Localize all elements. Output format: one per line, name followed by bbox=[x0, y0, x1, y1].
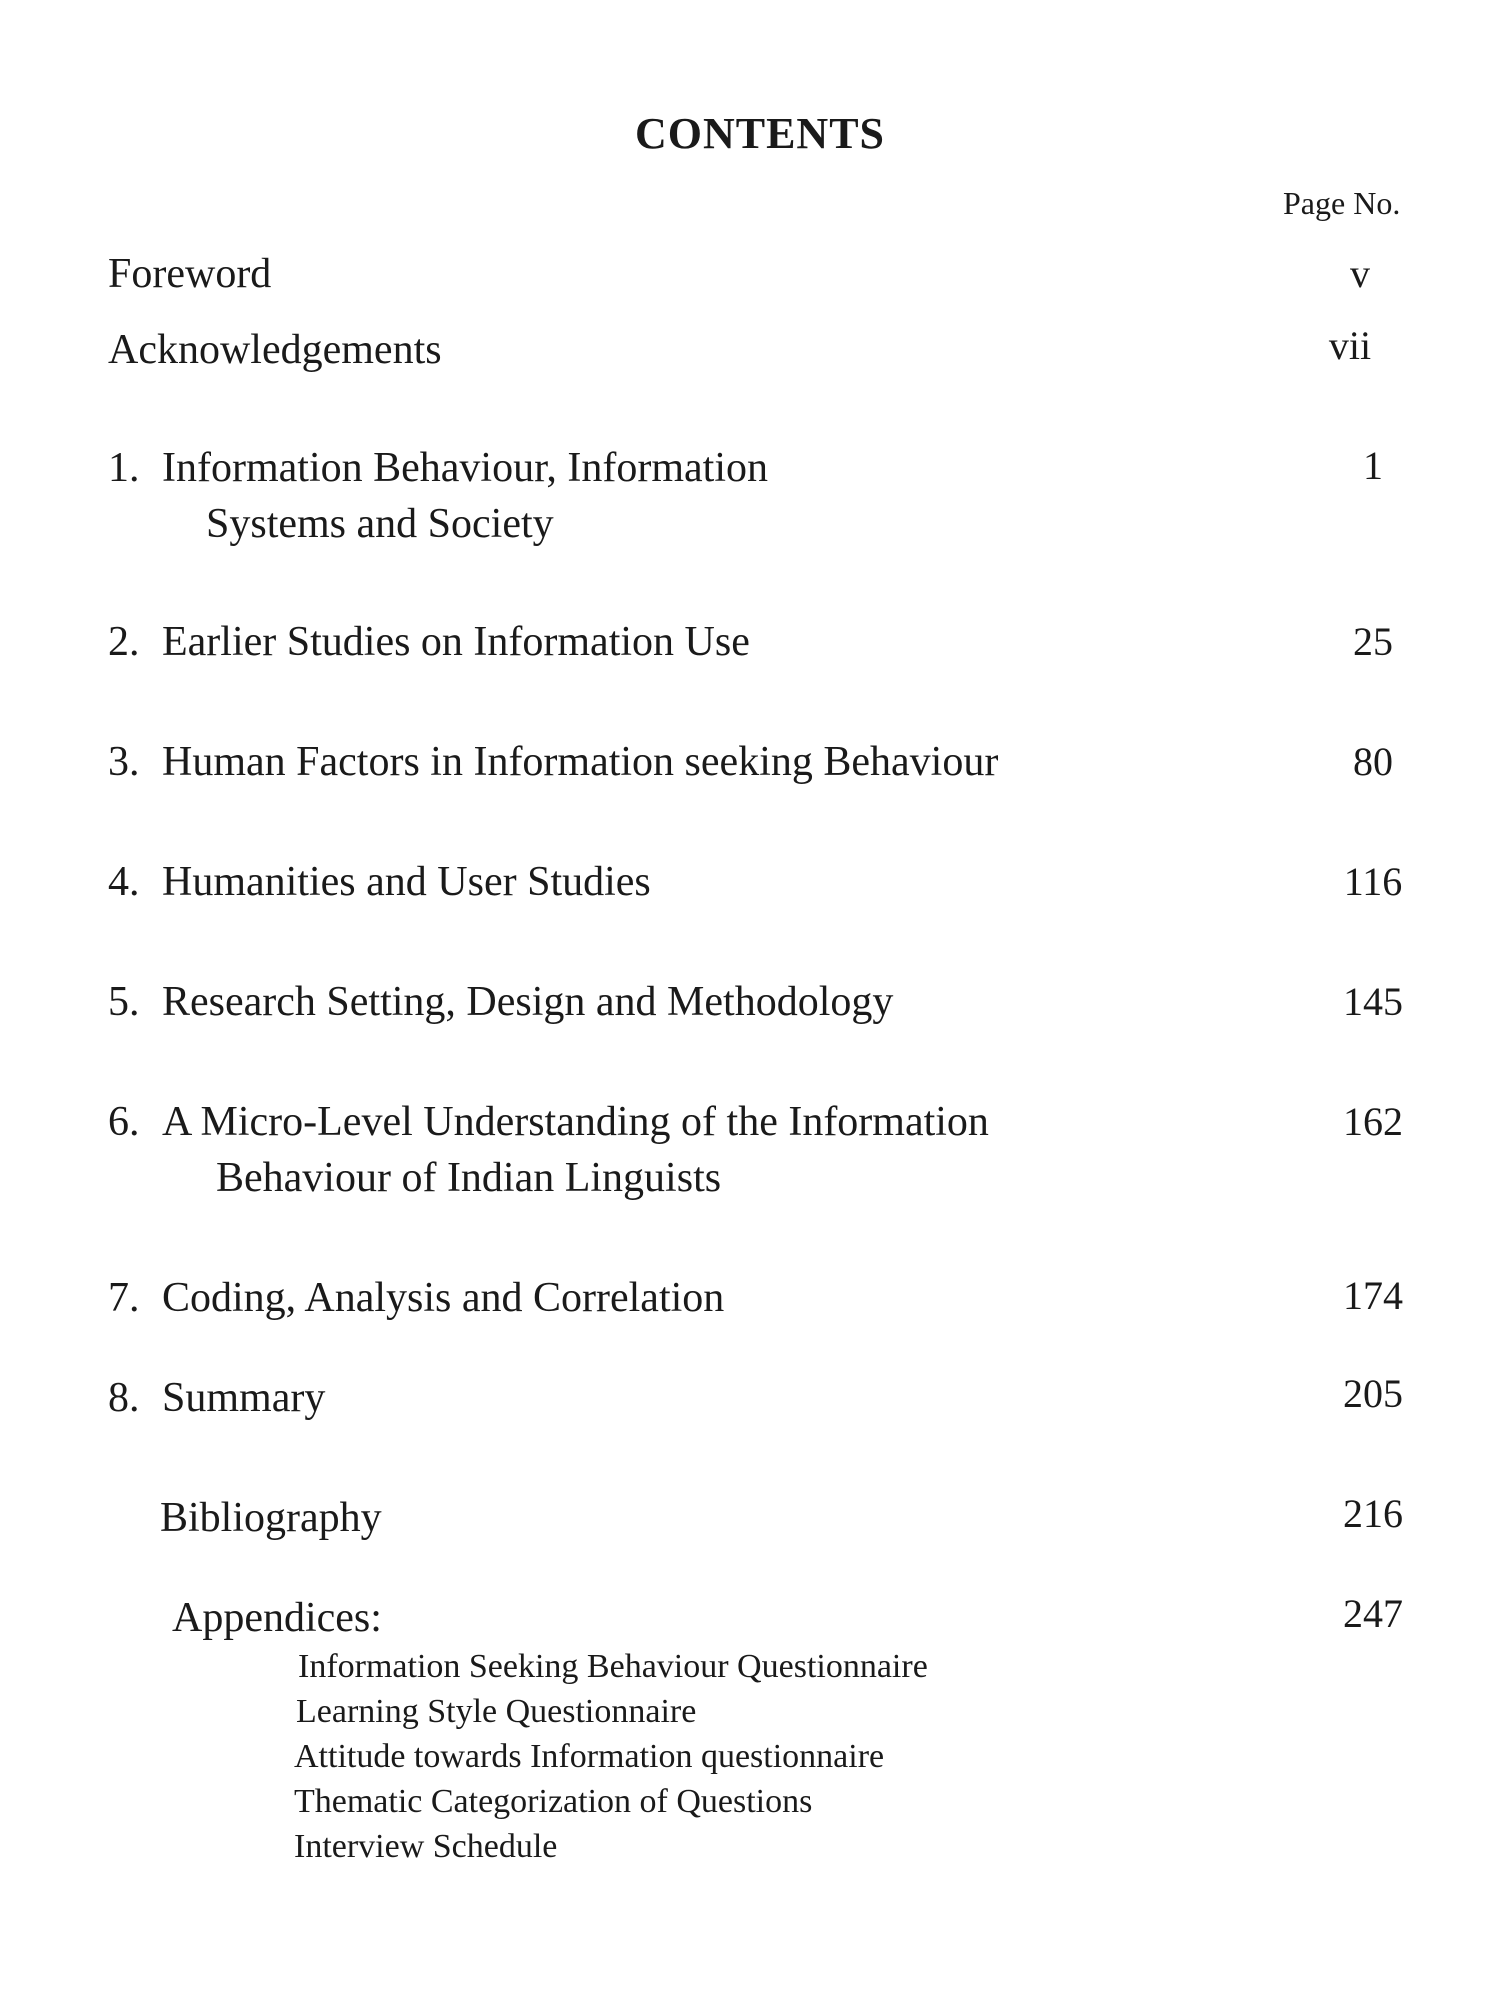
appendix-item: Attitude towards Information questionnaire bbox=[294, 1738, 885, 1775]
chapter-title-cont: Behaviour of Indian Linguists bbox=[216, 1155, 722, 1201]
chapter-page: 162 bbox=[1343, 1099, 1403, 1144]
chapter-page: 1 bbox=[1363, 443, 1383, 488]
toc-page-appendices: 247 bbox=[1343, 1591, 1403, 1636]
chapter-number: 1. bbox=[108, 445, 140, 491]
chapter-page: 174 bbox=[1343, 1273, 1403, 1318]
chapter-page: 116 bbox=[1343, 859, 1403, 904]
toc-entry-bibliography: Bibliography bbox=[160, 1495, 382, 1541]
toc-entry-acknowledgements: Acknowledgements bbox=[108, 327, 442, 373]
appendix-item: Interview Schedule bbox=[294, 1828, 558, 1865]
appendix-item: Learning Style Questionnaire bbox=[296, 1693, 697, 1730]
chapter-number: 5. bbox=[108, 979, 140, 1025]
chapter-page: 25 bbox=[1353, 619, 1393, 664]
chapter-title: Summary bbox=[162, 1375, 326, 1421]
chapter-title: Information Behaviour, Information bbox=[162, 445, 768, 491]
chapter-number: 6. bbox=[108, 1099, 140, 1145]
chapter-title: Earlier Studies on Information Use bbox=[162, 619, 750, 665]
chapter-title: A Micro-Level Understanding of the Information bbox=[162, 1099, 989, 1145]
chapter-title: Humanities and User Studies bbox=[162, 859, 651, 905]
chapter-number: 3. bbox=[108, 739, 140, 785]
toc-page-foreword: v bbox=[1350, 251, 1370, 296]
toc-page-bibliography: 216 bbox=[1343, 1491, 1403, 1536]
page-no-header: Page No. bbox=[1283, 185, 1401, 221]
chapter-title: Research Setting, Design and Methodology bbox=[162, 979, 894, 1025]
toc-page-acknowledgements: vii bbox=[1328, 323, 1372, 368]
chapter-title: Coding, Analysis and Correlation bbox=[162, 1275, 725, 1321]
chapter-page: 205 bbox=[1343, 1371, 1403, 1416]
chapter-number: 4. bbox=[108, 859, 140, 905]
toc-entry-foreword: Foreword bbox=[108, 251, 272, 297]
chapter-page: 145 bbox=[1343, 979, 1403, 1024]
toc-entry-appendices: Appendices: bbox=[172, 1595, 382, 1641]
chapter-page: 80 bbox=[1353, 739, 1393, 784]
chapter-title: Human Factors in Information seeking Behaviour bbox=[162, 739, 999, 785]
appendix-item: Thematic Categorization of Questions bbox=[294, 1783, 813, 1820]
appendix-item: Information Seeking Behaviour Questionnaire bbox=[298, 1648, 928, 1685]
chapter-number: 7. bbox=[108, 1275, 140, 1321]
chapter-number: 8. bbox=[108, 1375, 140, 1421]
chapter-number: 2. bbox=[108, 619, 140, 665]
page-title: CONTENTS bbox=[634, 109, 886, 158]
chapter-title-cont: Systems and Society bbox=[206, 501, 554, 547]
